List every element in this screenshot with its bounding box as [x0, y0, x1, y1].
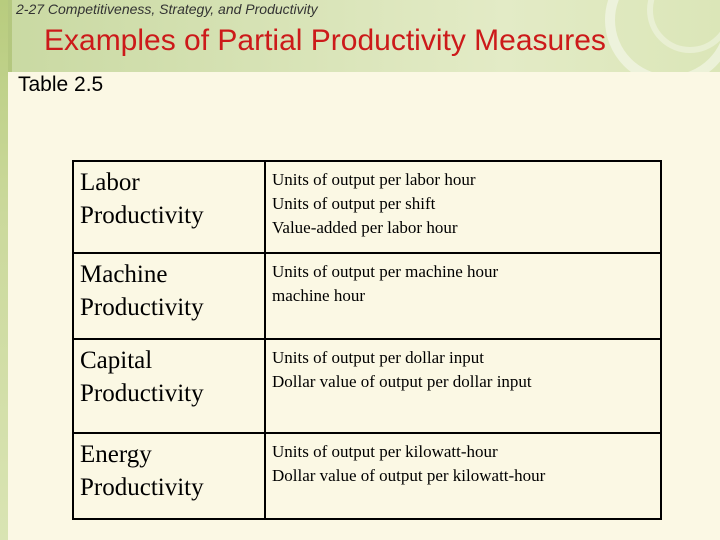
- measure-item: Dollar value of output per dollar input: [272, 372, 532, 391]
- measure-item: Units of output per labor hour: [272, 170, 476, 189]
- category-line: Machine: [80, 261, 168, 288]
- category-cell: [73, 433, 265, 519]
- table-row: [73, 339, 661, 433]
- measure-item: Value-added per labor hour: [272, 218, 458, 237]
- measure-item: Units of output per machine hour: [272, 262, 499, 281]
- category-line: Capital: [80, 347, 153, 374]
- measure-item: Dollar value of output per kilowatt-hour: [272, 466, 546, 485]
- category-line: Productivity: [80, 474, 204, 501]
- measure-item: Units of output per dollar input: [272, 348, 485, 367]
- table-row: [73, 161, 661, 253]
- measure-item: Units of output per kilowatt-hour: [272, 442, 498, 461]
- category-line: Productivity: [80, 380, 204, 407]
- category-cell: [73, 253, 265, 339]
- left-accent-strip: [0, 0, 8, 540]
- measures-cell: [265, 339, 661, 433]
- table-caption: Table 2.5: [18, 73, 104, 96]
- measures-cell: [265, 253, 661, 339]
- category-line: Productivity: [80, 294, 204, 321]
- productivity-measures-table: [72, 160, 662, 520]
- category-line: Energy: [80, 441, 152, 468]
- category-cell: [73, 339, 265, 433]
- category-line: Productivity: [80, 202, 204, 229]
- measure-item: Units of output per shift: [272, 194, 436, 213]
- category-cell: [73, 161, 265, 253]
- table-row: [73, 253, 661, 339]
- slide-label: 2-27 Competitiveness, Strategy, and Productivity: [16, 1, 318, 17]
- table-row: [73, 433, 661, 519]
- measures-cell: [265, 433, 661, 519]
- slide-title: Examples of Partial Productivity Measures: [44, 24, 606, 57]
- left-accent-bar: [8, 0, 12, 72]
- category-line: Labor: [80, 169, 140, 196]
- measure-item: machine hour: [272, 286, 365, 305]
- measures-cell: [265, 161, 661, 253]
